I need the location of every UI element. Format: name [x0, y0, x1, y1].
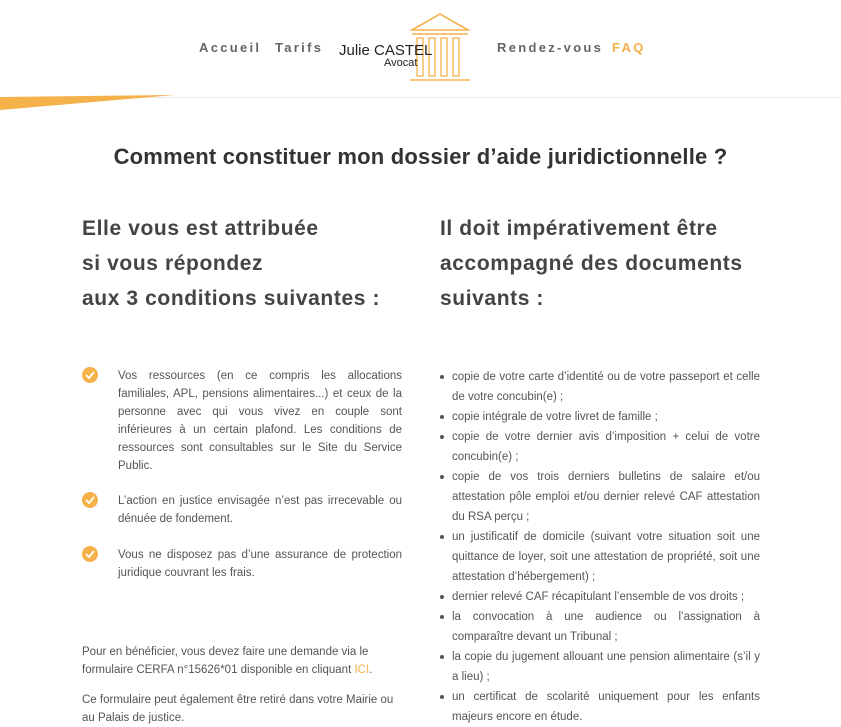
nav-tarifs[interactable]: Tarifs	[275, 40, 324, 55]
logo-name: Julie CASTEL	[339, 42, 433, 59]
document-item: la convocation à une audience ou l’assignation à comparaître devant un Tribunal ;	[440, 607, 760, 647]
logo-subtitle: Avocat	[384, 57, 418, 69]
document-item: copie intégrale de votre livret de famille ;	[440, 407, 760, 427]
condition-text: Vos ressources (en ce compris les allocations familiales, APL, pensions alimentaires...) et ceux de la personne avec qui vous vivez en couple sont inférieures à un certain plafond. Les conditions de ressources sont consultables sur le Site du Service Public.	[118, 370, 402, 472]
document-item: copie de votre dernier avis d’imposition + celui de votre concubin(e) ;	[440, 427, 760, 467]
condition-text: L’action en justice envisagée n’est pas irrecevable ou dénuée de fondement.	[118, 495, 402, 525]
document-item: copie de vos trois derniers bulletins de salaire et/ou attestation pôle emploi et/ou dernier relevé CAF attestation du RSA perçu ;	[440, 467, 760, 527]
document-item: la copie du jugement allouant une pension alimentaire (s’il y a lieu) ;	[440, 647, 760, 687]
check-icon	[82, 367, 98, 383]
instructions-paragraph	[82, 643, 402, 679]
cerfa-link[interactable]: ICI	[354, 664, 370, 676]
decorative-stripe	[0, 95, 180, 111]
site-header	[0, 0, 841, 98]
nav-faq[interactable]: FAQ	[612, 40, 646, 55]
left-heading-line: si vous répondez	[82, 252, 264, 275]
nav-rendez-vous[interactable]: Rendez-vous	[497, 40, 604, 55]
instructions-end: .	[369, 664, 373, 676]
condition-text: Vous ne disposez pas d’une assurance de protection juridique couvrant les frais.	[118, 549, 402, 579]
left-heading-line: Elle vous est attribuée	[82, 217, 319, 240]
right-heading-line: suivants :	[440, 287, 545, 310]
left-heading-line: aux 3 conditions suivantes :	[82, 287, 381, 310]
check-icon	[82, 546, 98, 562]
left-heading	[82, 211, 380, 316]
documents-list	[440, 367, 760, 727]
instructions-text: Pour en bénéficier, vous devez faire une demande via le formulaire CERFA n°15626*01 disponible en cliquant	[82, 646, 369, 676]
right-heading-line: Il doit impérativement être	[440, 217, 718, 240]
site-logo[interactable]	[336, 12, 478, 86]
document-item: un certificat de scolarité uniquement pour les enfants majeurs encore en étude.	[440, 687, 760, 727]
nav-accueil[interactable]: Accueil	[199, 40, 262, 55]
pickup-paragraph: Ce formulaire peut également être retiré dans votre Mairie ou au Palais de justice.	[82, 694, 394, 724]
document-item: dernier relevé CAF récapitulant l’ensemble de vos droits ;	[440, 587, 760, 607]
check-icon	[82, 492, 98, 508]
right-heading	[440, 211, 743, 316]
document-item: un justificatif de domicile (suivant votre situation soit une quittance de loyer, soit une attestation de propriété, soit une attestation d’hébergement) ;	[440, 527, 760, 587]
document-item: copie de votre carte d’identité ou de votre passeport et celle de votre concubin(e) ;	[440, 367, 760, 407]
page-title: Comment constituer mon dossier d’aide juridictionnelle ?	[113, 144, 728, 169]
right-heading-line: accompagné des documents	[440, 252, 743, 275]
